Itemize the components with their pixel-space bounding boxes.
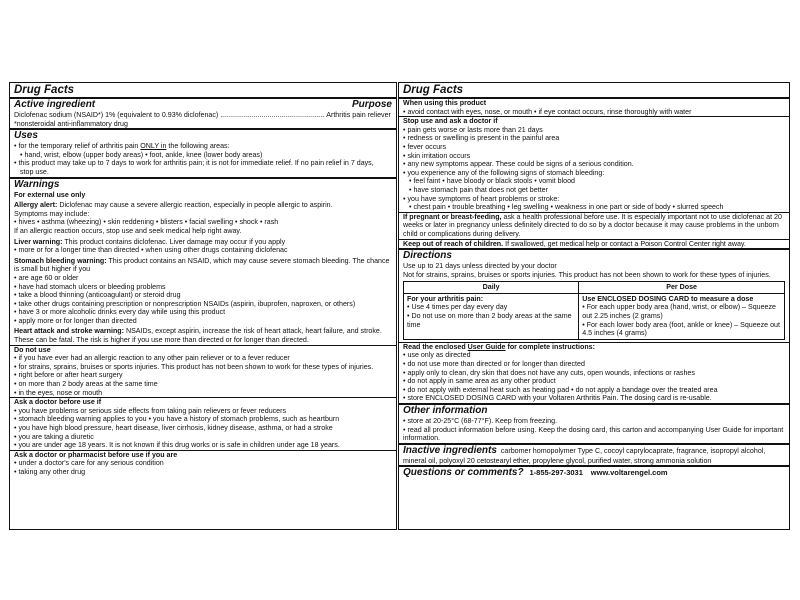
guide-item: • apply only to clean, dry skin that does not have any cuts, open wounds, infections or rashes bbox=[403, 368, 695, 377]
do-not-use-item: • if you have ever had an allergic reaction to any other pain reliever or to a fever reducer bbox=[14, 354, 290, 363]
table-head-daily: Daily bbox=[404, 282, 579, 294]
stop-use-item: • feel faint • have bloody or black stools • vomit blood bbox=[409, 177, 575, 186]
drug-facts-title-continued: Drug Facts bbox=[403, 84, 464, 96]
heart-warning: Heart attack and stroke warning: NSAIDs, except aspirin, increase the risk of heart attack, heart failure, and stroke. These can be fatal. The risk is higher if you use more than directed or for longer than directed. bbox=[14, 327, 382, 345]
ask-doctor-item: • you have high blood pressure, heart disease, liver cirrhosis, kidney disease, asthma, or had a stroke bbox=[14, 424, 333, 432]
warnings-section bbox=[10, 177, 396, 345]
dosing-table bbox=[403, 281, 785, 340]
inactive-ingredients-section bbox=[399, 443, 789, 466]
other-info-item: • store at 20-25°C (68-77°F). Keep from freezing. bbox=[403, 417, 558, 425]
guide-item: • store ENCLOSED DOSING CARD with your Voltaren Arthritis Pain. The dosing card is re-usable. bbox=[403, 394, 712, 403]
stomach-item: • take other drugs containing prescription or nonprescription NSAIDs (aspirin, ibuprofen, naproxen, or others) bbox=[14, 299, 356, 308]
guide-item: • use only as directed bbox=[403, 351, 471, 360]
stomach-item: • have 3 or more alcoholic drinks every day while using this product bbox=[14, 308, 226, 317]
stop-use-item: • redness or swelling is present in the painful area bbox=[403, 134, 560, 143]
per-dose-item: • For each lower body area (foot, ankle or knee) – Squeeze out 4.5 inches (4 grams) bbox=[582, 320, 780, 338]
ask-doctor-item: • you are under age 18 years. It is not known if this drug works or is safe in children under age 18 years. bbox=[14, 441, 340, 450]
external-use: For external use only bbox=[14, 190, 86, 199]
ask-doctor-heading: Ask a doctor before use if bbox=[14, 398, 102, 407]
inactive-ingredients-heading: Inactive ingredients bbox=[403, 444, 497, 456]
phone-number: 1-855-297-3031 bbox=[529, 468, 583, 478]
per-dose-item: • For each upper body area (hand, wrist, or elbow) – Squeeze out 2.25 inches (2 grams) bbox=[582, 303, 776, 321]
pregnancy-warning: If pregnant or breast-feeding, ask a health professional before use. It is especially important not to use diclofenac at 20 weeks or later in pregnancy unless definitely directed to do so by a doctor because it may cause problems in the unborn child or complications during delivery. bbox=[403, 212, 782, 238]
daily-item: • Use 4 times per day every day bbox=[407, 303, 508, 312]
do-not-use-item: • in the eyes, nose or mouth bbox=[14, 388, 103, 397]
drug-facts-right-panel bbox=[398, 82, 790, 530]
ask-doctor-item: • you are taking a diuretic bbox=[14, 432, 94, 441]
stop-use-item: • pain gets worse or lasts more than 21 days bbox=[403, 125, 543, 134]
allergy-alert: Allergy alert: Diclofenac may cause a severe allergic reaction, especially in people allergic to aspirin. bbox=[14, 201, 333, 210]
questions-section bbox=[399, 465, 789, 479]
ask-doctor-section bbox=[10, 397, 396, 450]
stop-use-item: • chest pain • trouble breathing • leg swelling • weakness in one part or side of body • slurred speech bbox=[409, 203, 724, 212]
drug-facts-title: Drug Facts bbox=[14, 84, 75, 96]
table-head-per-dose: Per Dose bbox=[579, 282, 785, 294]
stop-use-item: • fever occurs bbox=[403, 142, 447, 151]
stop-use-section bbox=[399, 116, 789, 212]
other-info-heading: Other information bbox=[403, 405, 488, 416]
questions-heading: Questions or comments? bbox=[403, 467, 524, 479]
directions-section bbox=[399, 248, 789, 403]
allergy-stop: If an allergic reaction occurs, stop use and seek medical help right away. bbox=[14, 226, 242, 235]
uses-line: • hand, wrist, elbow (upper body areas) • foot, ankle, knee (lower body areas) bbox=[20, 150, 263, 159]
keep-out-section bbox=[399, 239, 789, 249]
daily-item: • Do not use on more than 2 body areas at the same time bbox=[407, 312, 572, 329]
directions-heading: Directions bbox=[403, 250, 452, 262]
when-using-item: • avoid contact with eyes, nose, or mouth • if eye contact occurs, rinse thoroughly with water bbox=[403, 107, 692, 116]
per-dose-title: Use ENCLOSED DOSING CARD to measure a dose bbox=[582, 294, 754, 303]
stomach-warning: Stomach bleeding warning: This product contains an NSAID, which may cause severe stomach bleeding. The chance is small but higher if you bbox=[14, 256, 390, 274]
inactive-ingredients-text: carbomer homopolymer Type C, cocoyl caprylocaprate, fragrance, isopropyl alcohol, mineral oil, polyoxyl 20 cetostearyl ether, propylene glycol, purified water, strong ammonia solution bbox=[403, 446, 766, 465]
stop-use-item: • have stomach pain that does not get better bbox=[409, 185, 548, 194]
other-info-item: • read all product information before using. Keep the dosing card, this carton and accompanying User Guide for important information. bbox=[403, 425, 784, 443]
guide-item: • do not use more than directed or for longer than directed bbox=[403, 360, 585, 369]
do-not-use-item: • right before or after heart surgery bbox=[14, 371, 123, 380]
guide-item: • do not apply in same area as any other product bbox=[403, 377, 556, 386]
nsaid-note: *nonsteroidal anti-inflammatory drug bbox=[14, 119, 128, 128]
directions-line: Not for strains, sprains, bruises or sports injuries. This product has not been shown to work for these types of injuries. bbox=[403, 270, 771, 279]
stop-use-item: • you have symptoms of heart problems or stroke: bbox=[403, 194, 560, 203]
liver-warning-line: • more or for a longer time than directed • when using other drugs containing diclofenac bbox=[14, 246, 288, 255]
do-not-use-section bbox=[10, 345, 396, 398]
user-guide-heading: Read the enclosed User Guide for complete instructions: bbox=[403, 342, 595, 351]
user-guide-section bbox=[399, 342, 789, 403]
symptoms-intro: Symptoms may include: bbox=[14, 209, 90, 218]
other-info-section bbox=[399, 403, 789, 443]
directions-line: Use up to 21 days unless directed by your doctor bbox=[403, 262, 557, 271]
purpose-heading: Purpose bbox=[351, 99, 392, 110]
stomach-item: • are age 60 or older bbox=[14, 273, 79, 282]
active-ingredient-heading: Active ingredient bbox=[14, 99, 96, 110]
ask-pharmacist-heading: Ask a doctor or pharmacist before use if you are bbox=[14, 450, 178, 459]
guide-item: • do not apply with external heat such as heating pad • do not apply a bandage over the treated area bbox=[403, 385, 718, 394]
uses-line: • for the temporary relief of arthritis pain ONLY in the following areas: bbox=[14, 142, 230, 151]
active-ingredient-line: Diclofenac sodium (NSAID*) 1% (equivalent to 0.93% diclofenac) ..................................................... Arthritis pain reliever bbox=[14, 111, 391, 119]
uses-heading: Uses bbox=[14, 130, 38, 142]
keep-out-warning: Keep out of reach of children. If swallowed, get medical help or contact a Poison Control Center right away. bbox=[403, 239, 746, 248]
stop-use-heading: Stop use and ask a doctor if bbox=[403, 117, 498, 126]
warnings-heading: Warnings bbox=[14, 178, 60, 190]
drug-facts-left-panel bbox=[9, 82, 397, 530]
active-ingredient-section bbox=[10, 97, 396, 128]
uses-section bbox=[10, 128, 396, 176]
do-not-use-heading: Do not use bbox=[14, 345, 51, 354]
website-link[interactable]: www.voltarengel.com bbox=[590, 468, 668, 478]
pregnancy-section bbox=[399, 212, 789, 239]
symptoms-list: • hives • asthma (wheezing) • skin reddening • blisters • facial swelling • shock • rash bbox=[14, 218, 279, 227]
ask-doctor-item: • you have problems or serious side effects from taking pain relievers or fever reducers bbox=[14, 406, 287, 415]
do-not-use-item: • for strains, sprains, bruises or sports injuries. This product has not been shown to work for these types of injuries. bbox=[14, 362, 374, 371]
when-using-section bbox=[399, 97, 789, 116]
stop-use-item: • any new symptoms appear. These could be signs of a serious condition. bbox=[403, 160, 634, 169]
daily-title: For your arthritis pain: bbox=[407, 294, 484, 303]
do-not-use-item: • on more than 2 body areas at the same time bbox=[14, 380, 158, 389]
stomach-item: • take a blood thinning (anticoagulant) or steroid drug bbox=[14, 291, 181, 300]
stop-use-item: • you experience any of the following signs of stomach bleeding: bbox=[403, 168, 605, 177]
when-using-heading: When using this product bbox=[403, 99, 487, 107]
stomach-item: • apply more or for longer than directed bbox=[14, 316, 137, 325]
ask-pharmacist-section bbox=[10, 450, 396, 477]
ask-doctor-item: • stomach bleeding warning applies to you • you have a history of stomach problems, such as heartburn bbox=[14, 415, 340, 424]
stop-use-item: • skin irritation occurs bbox=[403, 151, 471, 160]
ask-pharmacist-item: • taking any other drug bbox=[14, 467, 86, 476]
uses-line: stop use. bbox=[20, 167, 49, 176]
stomach-item: • have had stomach ulcers or bleeding problems bbox=[14, 282, 166, 291]
ask-pharmacist-item: • under a doctor's care for any serious condition bbox=[14, 459, 164, 468]
uses-line: • this product may take up to 7 days to work for arthritis pain; it is not for immediate relief. If no pain relief in 7 days, bbox=[14, 159, 374, 168]
liver-warning: Liver warning: This product contains diclofenac. Liver damage may occur if you apply bbox=[14, 237, 286, 246]
